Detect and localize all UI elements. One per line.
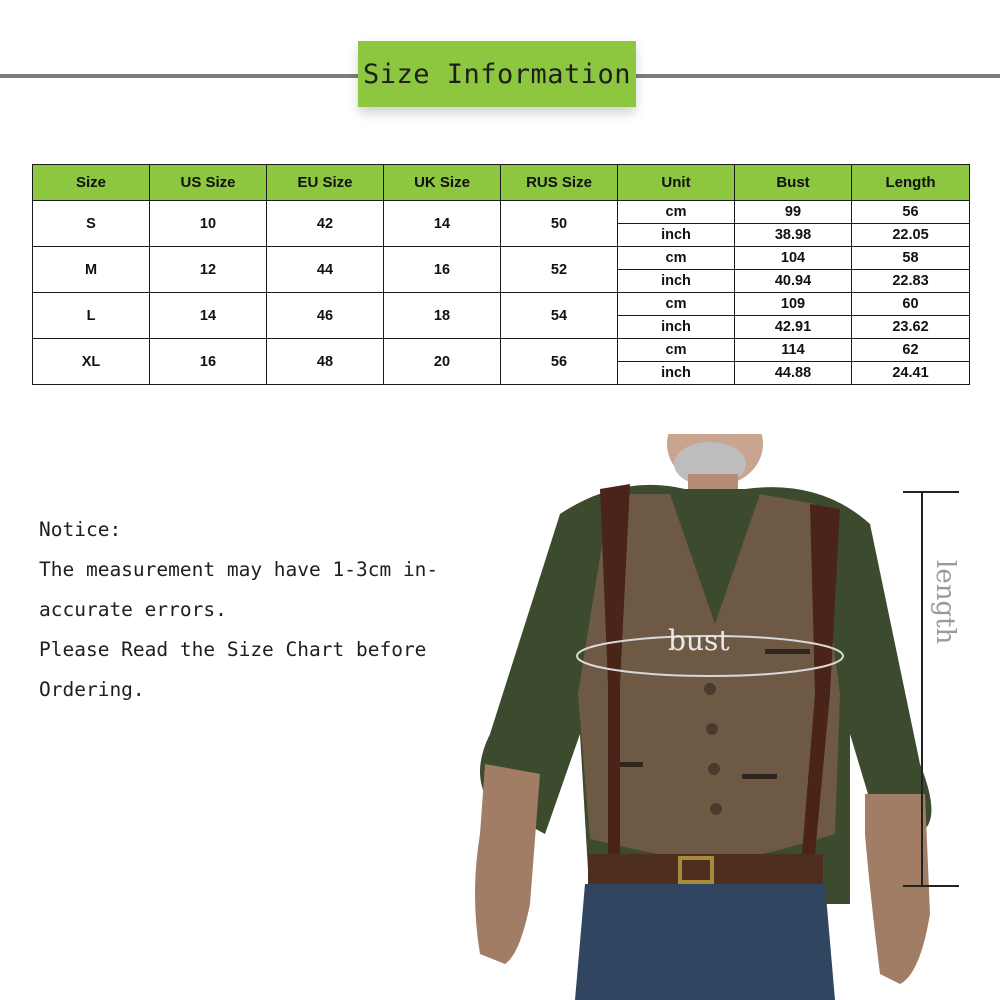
cell-bust: 114 [735,339,852,362]
cell-eu-size: 42 [267,201,384,247]
cell-length: 22.05 [852,224,970,247]
cell-rus-size: 56 [501,339,618,385]
notice-line: accurate errors. [39,598,227,621]
cell-size: S [33,201,150,247]
bust-label: bust [668,624,730,657]
cell-bust: 42.91 [735,316,852,339]
cell-rus-size: 52 [501,247,618,293]
length-top-tick [903,491,959,493]
title-banner [358,41,636,107]
cell-bust: 99 [735,201,852,224]
table-header-row [33,165,970,201]
table-row [33,293,970,316]
header-rule-left [0,74,358,78]
length-measure-line [921,492,923,887]
header-cell-us-size: US Size [150,165,267,201]
header-cell-unit: Unit [618,165,735,201]
cell-us-size: 12 [150,247,267,293]
header-cell-uk-size: UK Size [384,165,501,201]
cell-uk-size: 16 [384,247,501,293]
table-row [33,247,970,270]
cell-bust: 40.94 [735,270,852,293]
notice-block [39,510,479,710]
cell-eu-size: 46 [267,293,384,339]
vest-button [710,803,722,815]
cell-length: 22.83 [852,270,970,293]
vest-button [708,763,720,775]
cell-length: 24.41 [852,362,970,385]
table-row [33,201,970,224]
cell-us-size: 14 [150,293,267,339]
cell-size: XL [33,339,150,385]
cell-unit: cm [618,339,735,362]
cell-uk-size: 20 [384,339,501,385]
page-title: Size Information [362,58,632,90]
cell-unit: cm [618,201,735,224]
cell-length: 58 [852,247,970,270]
cell-length: 60 [852,293,970,316]
cell-uk-size: 18 [384,293,501,339]
cell-unit: inch [618,362,735,385]
cell-us-size: 16 [150,339,267,385]
cell-rus-size: 50 [501,201,618,247]
cell-us-size: 10 [150,201,267,247]
notice-heading: Notice: [39,518,122,541]
notice-line: Ordering. [39,678,145,701]
length-label: length [930,560,960,645]
length-bottom-tick [903,885,959,887]
cell-length: 56 [852,201,970,224]
cell-bust: 38.98 [735,224,852,247]
header-cell-eu-size: EU Size [267,165,384,201]
cell-length: 23.62 [852,316,970,339]
cell-size: L [33,293,150,339]
header-rule-right [636,74,1000,78]
cell-rus-size: 54 [501,293,618,339]
size-table [32,164,970,385]
cell-bust: 44.88 [735,362,852,385]
header-cell-rus-size: RUS Size [501,165,618,201]
cell-unit: inch [618,270,735,293]
cell-unit: cm [618,247,735,270]
vest-pocket [742,774,777,779]
vest-button [706,723,718,735]
cell-bust: 109 [735,293,852,316]
vest-pocket [765,649,810,654]
header-cell-bust: Bust [735,165,852,201]
header-cell-length: Length [852,165,970,201]
cell-bust: 104 [735,247,852,270]
notice-line: Please Read the Size Chart before [39,638,427,661]
header-cell-size: Size [33,165,150,201]
model-jeans [575,884,835,1000]
cell-eu-size: 48 [267,339,384,385]
cell-unit: cm [618,293,735,316]
notice-line: The measurement may have 1-3cm in- [39,558,439,581]
vest-button [704,683,716,695]
cell-length: 62 [852,339,970,362]
cell-unit: inch [618,224,735,247]
model-left-forearm [475,764,540,964]
cell-uk-size: 14 [384,201,501,247]
cell-size: M [33,247,150,293]
cell-unit: inch [618,316,735,339]
vest-model-photo [470,434,940,1000]
table-row [33,339,970,362]
cell-eu-size: 44 [267,247,384,293]
